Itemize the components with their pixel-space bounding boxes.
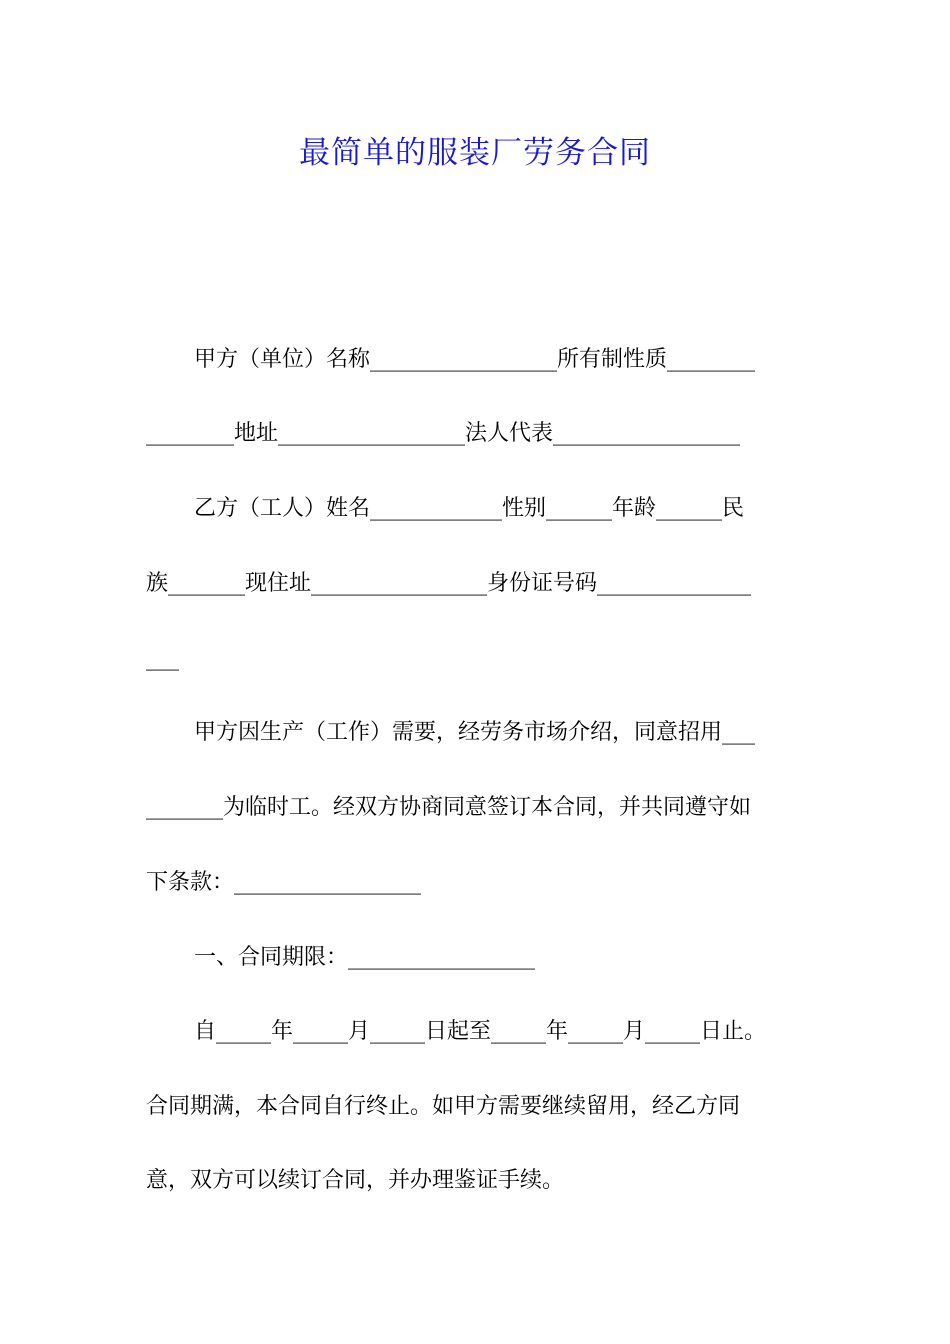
document-title: 最简单的服装厂劳务合同: [299, 135, 651, 171]
term-paragraph-line-1: 合同期满，本合同自行终止。如甲方需要继续留用，经乙方同: [146, 1094, 741, 1119]
intro-paragraph-line-3: 下条款：_________________: [146, 870, 422, 895]
intro-paragraph-line-1: 甲方因生产（工作）需要，经劳务市场介绍，同意招用___: [194, 720, 756, 745]
party-b-id-continuation-line: ___: [146, 646, 179, 671]
party-a-address-line: ________地址_________________法人代表_________________: [146, 421, 741, 446]
section-1-heading: 一、合同期限：_________________: [194, 945, 536, 970]
party-a-name-line: 甲方（单位）名称_________________所有制性质________: [194, 347, 756, 372]
term-dates-line: 自_____年_____月_____日起至_____年_____月_____日止。: [194, 1019, 767, 1044]
party-b-name-line: 乙方（工人）姓名____________性别______年龄______民: [194, 496, 745, 521]
party-b-residence-line: 族_______现住址________________身份证号码______________: [146, 571, 752, 596]
term-paragraph-line-2: 意，双方可以续订合同，并办理鉴证手续。: [146, 1168, 565, 1193]
intro-paragraph-line-2: _______为临时工。经双方协商同意签订本合同，并共同遵守如: [146, 795, 752, 820]
